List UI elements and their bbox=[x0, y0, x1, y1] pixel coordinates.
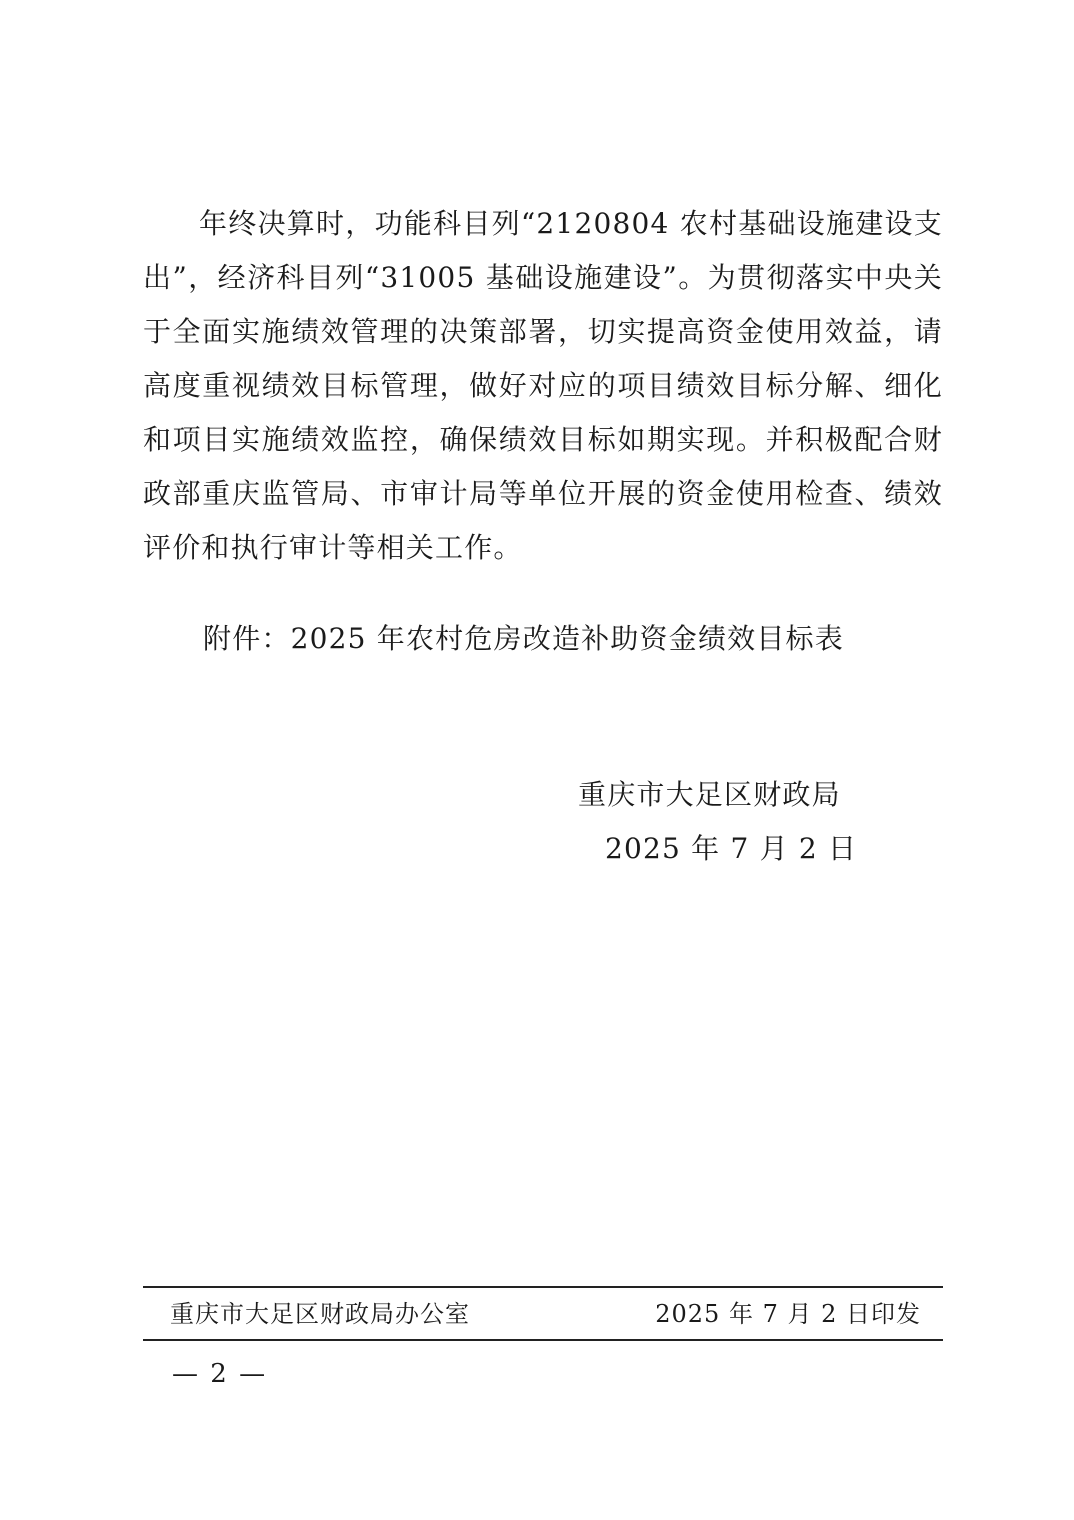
colophon-bottom-rule bbox=[143, 1339, 943, 1341]
signature-organization: 重庆市大足区财政局 bbox=[578, 778, 841, 811]
attachment-line: 附件：2025 年农村危房改造补助资金绩效目标表 bbox=[203, 622, 844, 655]
body-paragraph: 年终决算时，功能科目列“2120804 农村基础设施建设支出”，经济科目列“31005 基础设施建设”。为贯彻落实中央关于全面实施绩效管理的决策部署，切实提高资金使用效益，请高度重视绩效目标管理，做好对应的项目绩效目标分解、细化和项目实施绩效监控，确保绩效目标如期实现。并积极配合财政部重庆监管局、市审计局等单位开展的资金使用检查、绩效评价和执行审计等相关工作。 bbox=[143, 207, 943, 564]
colophon-top-rule bbox=[143, 1286, 943, 1288]
signature-block bbox=[570, 768, 858, 876]
page-number: — 2 — bbox=[172, 1359, 268, 1389]
colophon-issuer: 重庆市大足区财政局办公室 bbox=[170, 1300, 470, 1328]
colophon-issue-date: 2025 年 7 月 2 日印发 bbox=[655, 1300, 921, 1328]
colophon bbox=[143, 1290, 943, 1338]
signature-date: 2025 年 7 月 2 日 bbox=[605, 832, 858, 865]
